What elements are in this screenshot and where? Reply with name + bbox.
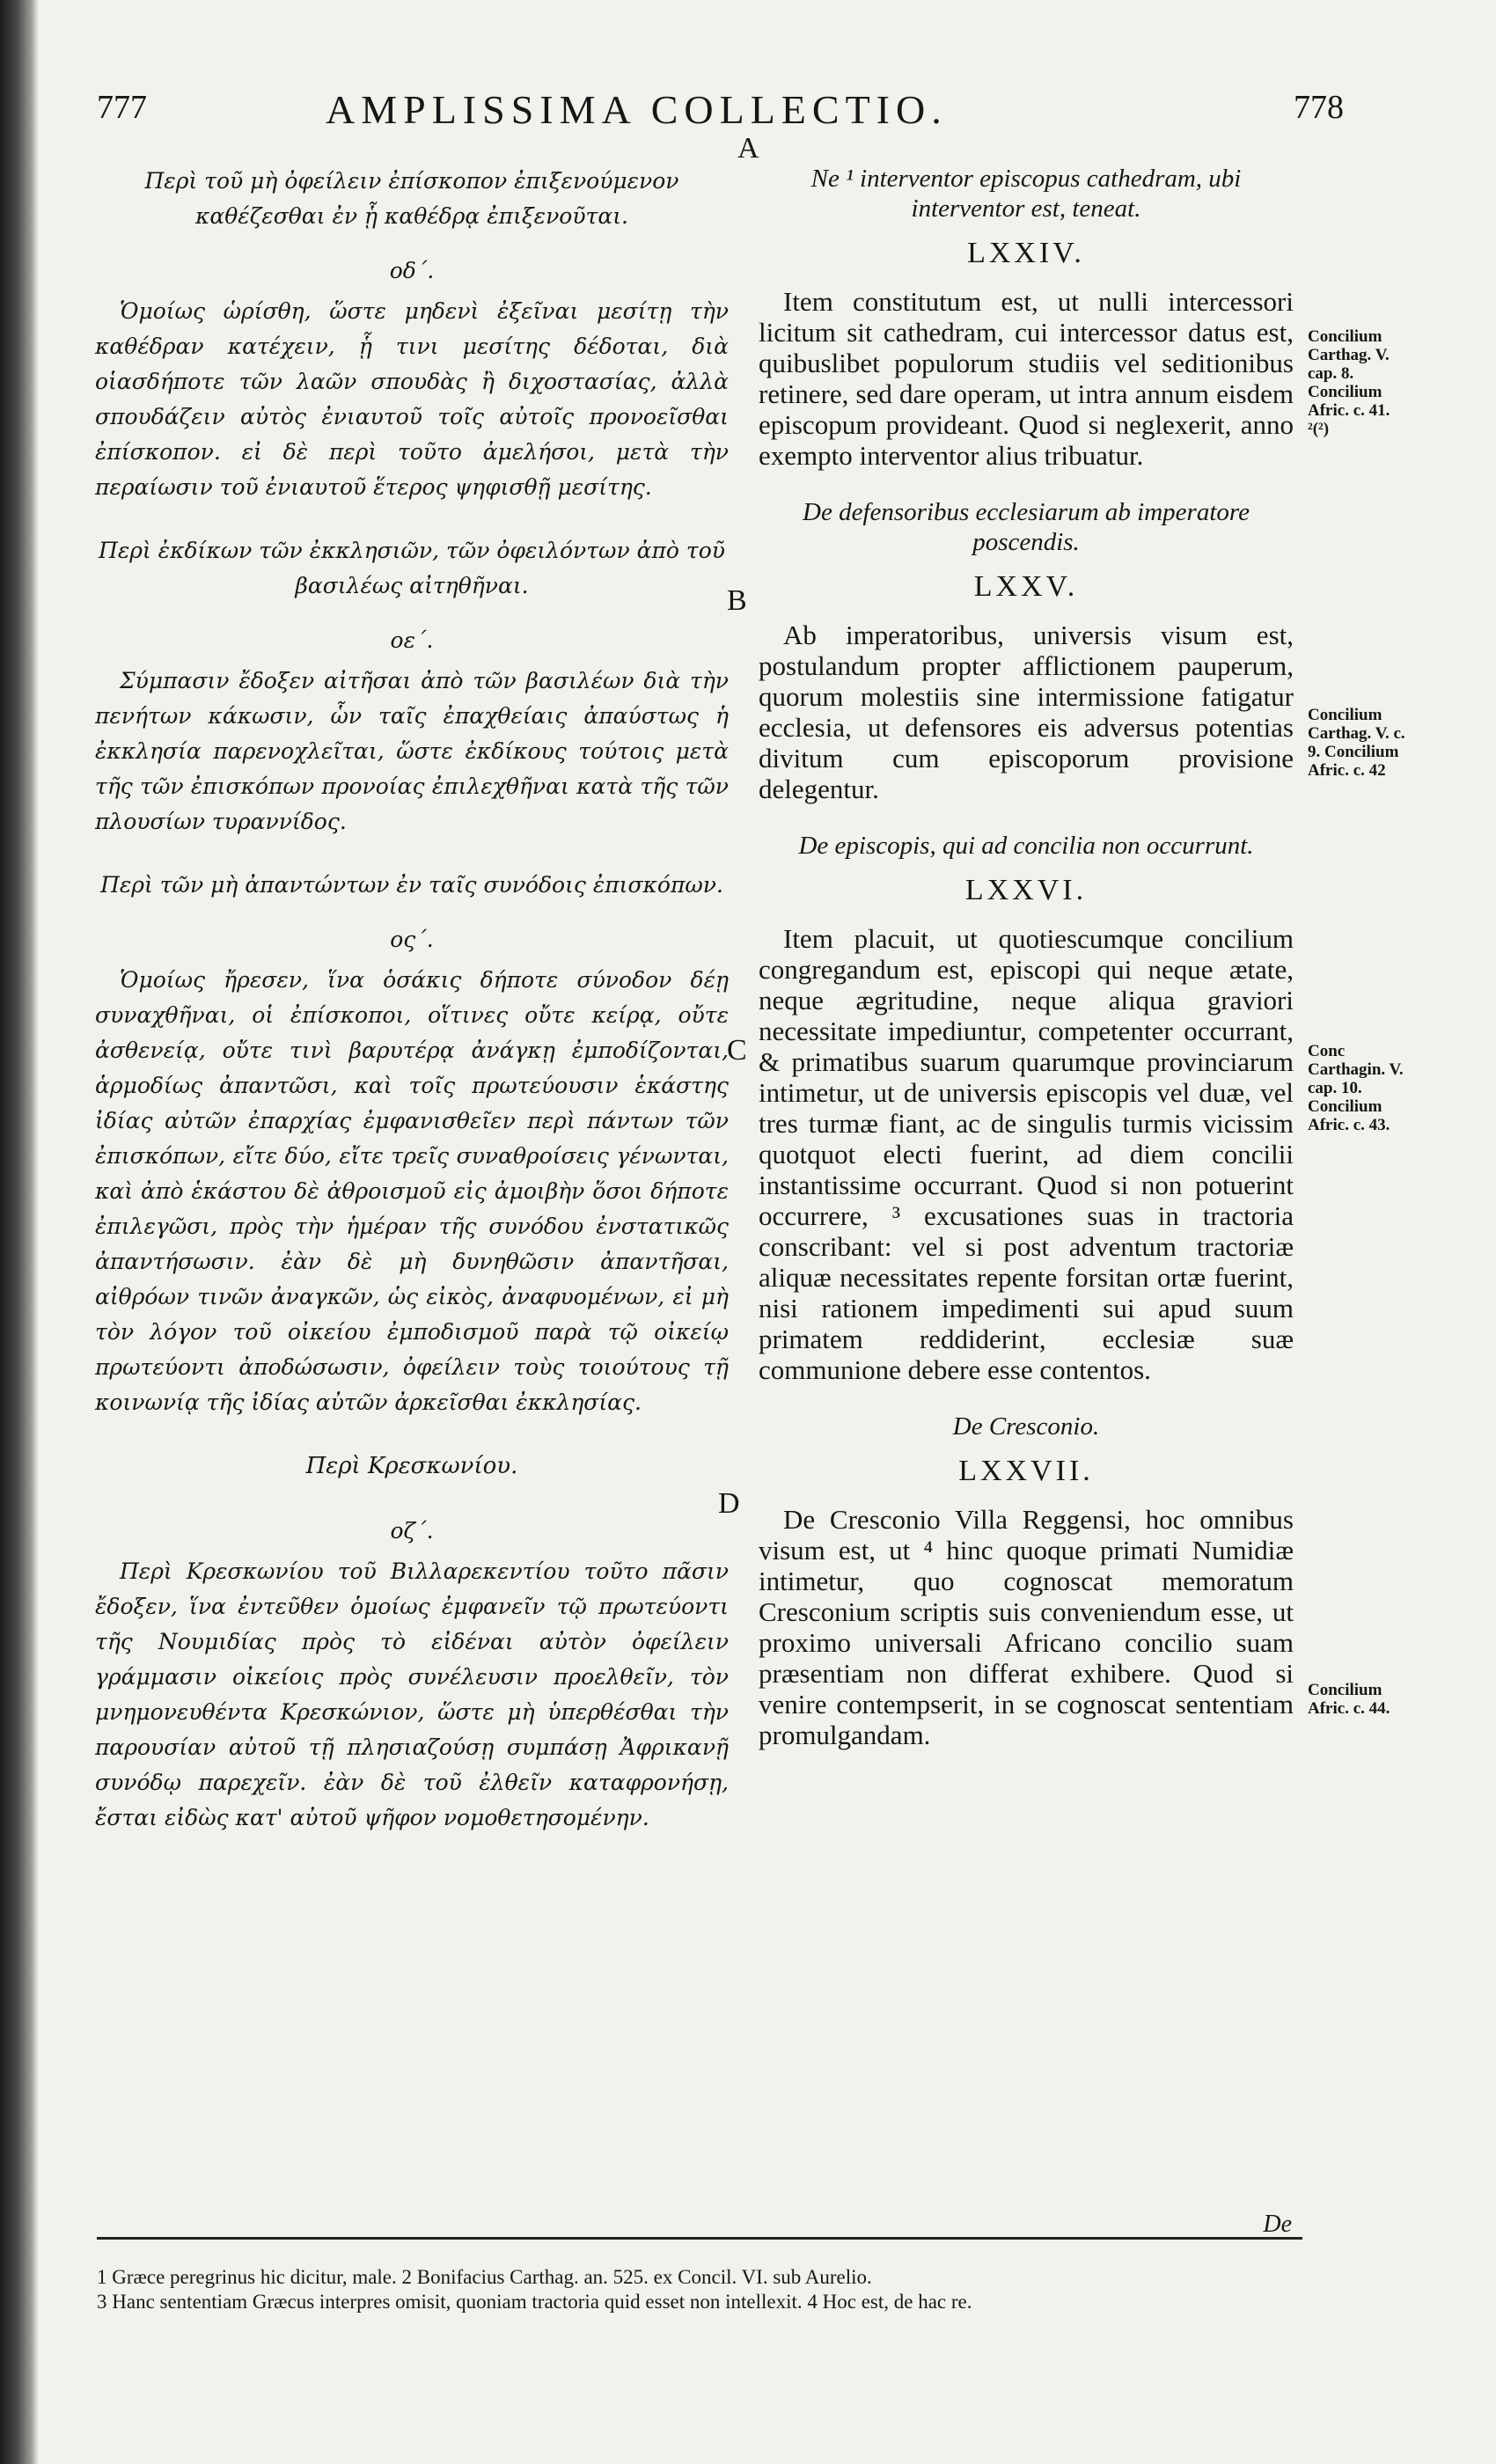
catchword: De	[1263, 2211, 1292, 2238]
greek-canon-number: οδ΄.	[389, 258, 435, 283]
latin-canon-number: LXXVI.	[964, 874, 1088, 906]
greek-column	[95, 164, 729, 1864]
latin-canon-number: LXXV.	[973, 570, 1079, 603]
greek-canon-number: οε΄.	[390, 627, 434, 653]
footnote-line: 3 Hanc sententiam Græcus interpres omisit, quoniam tractoria quid esset non intellexit. 4 Hoc est, de hac re.	[97, 2291, 972, 2313]
running-title: AMPLISSIMA COLLECTIO.	[326, 87, 948, 132]
greek-canon-title: Περὶ τοῦ μὴ ὀφείλειν ἐπίσκοπον ἐπιξενούμενον καθέζεσθαι ἐν ᾗ καθέδρᾳ ἐπιξενοῦται.	[144, 168, 679, 229]
footnotes	[97, 2265, 1311, 2314]
margin-note: Conc Carthagin. V. cap. 10. Concilium Afric. c. 43.	[1308, 1042, 1404, 1134]
latin-canon-text: De Cresconio Villa Reggensi, hoc omnibus visum est, ut ⁴ hinc quoque primati Numidiæ intimetur, quo cognoscat memoratum Cresconium scriptis suis conveniendum esse, ut proximo universali Africano concilio suam præsentiam non differat exhibere. Quod si venire contempserit, in se cognoscat sententiam promulgandam.	[759, 1504, 1294, 1750]
greek-canon-number: ος΄.	[390, 927, 434, 952]
margin-marker-a: A	[737, 132, 759, 165]
latin-canon-title: De episcopis, qui ad concilia non occurrunt.	[798, 832, 1254, 860]
latin-canon-text: Item placuit, ut quotiescumque concilium congregandum est, episcopi qui neque ætate, neque ægritudine, neque aliqua graviori necessitate impediuntur, competenter occurrant, & primatibus suarum quarumque provinciarum intimetur, ut de universis episcopis vel duæ, vel tres turmæ fiant, ac de singulis turmis vicissim quotquot electi fuerint, ad diem concilii instantissime occurrant. Quod si non potuerint occurrere, ³ excusationes suas in tractoria conscribant: vel si post adventum tractoriæ aliquæ necessitates repente forsitan ortæ fuerint, nisi rationem impedimenti sui apud suum primatem reddiderint, ecclesiæ suæ communione debere esse contentos.	[759, 923, 1294, 1385]
margin-note: Concilium Carthag. V. cap. 8. Concilium Afric. c. 41. ²(²)	[1308, 327, 1390, 438]
greek-canon-number: οζ΄.	[390, 1518, 434, 1544]
latin-canon-title: De defensoribus ecclesiarum ab imperatore poscendis.	[803, 498, 1250, 556]
latin-canon-title: De Cresconio.	[952, 1412, 1100, 1441]
greek-canon-text: Περὶ Κρεσκωνίου τοῦ Βιλλαρεκεντίου τοῦτο πᾶσιν ἔδοξεν, ἵνα ἐντεῦθεν ὁμοίως ἐμφανεῖν τῷ πρωτεύοντι τῆς Νουμιδίας πρὸς τὸ εἰδέναι αὐτὸν ὀφείλειν γράμμασιν οἰκείοις πρὸς συνέλευσιν προελθεῖν, τὸν μνημονευθέντα Κρεσκώνιον, ὥστε μὴ ὑπερθέσθαι τὴν παρουσίαν αὐτοῦ τῇ πλησιαζούσῃ συμπάσῃ Ἀφρικανῇ συνόδῳ παρεχεῖν. ἐὰν δὲ τοῦ ἐλθεῖν καταφρονήσῃ, ἔσται εἰδὼς κατ' αὐτοῦ ψῆφον νομοθετησομένην.	[95, 1558, 729, 1830]
footnote-line: 1 Græce peregrinus hic dicitur, male. 2 Bonifacius Carthag. an. 525. ex Concil. VI. sub Aurelio.	[97, 2266, 872, 2288]
latin-canon-text: Item constitutum est, ut nulli intercessori licitum sit cathedram, cui intercessor datus est, quibuslibet populorum studiis vel seditionibus retinere, sed dare operam, ut intra annum eisdem episcopum provideant. Quod si neglexerit, anno exempto interventor alius tribuatur.	[759, 286, 1294, 471]
latin-column	[759, 164, 1294, 1777]
latin-canon-text: Ab imperatoribus, universis visum est, postulandum propter afflictionem pauperum, quorum molestiis sine intermissione fatigatur ecclesia, ut defensores eis adversus potentias divitum cum episcoporum provisione delegentur.	[759, 620, 1294, 804]
margin-marker-c: C	[727, 1034, 747, 1067]
margin-note: Concilium Carthag. V. c. 9. Concilium Afric. c. 42	[1308, 706, 1405, 780]
greek-canon-text: Ὁμοίως ἤρεσεν, ἵνα ὁσάκις δήποτε σύνοδον δέῃ συναχθῆναι, οἱ ἐπίσκοποι, οἵτινες οὔτε κείρᾳ, οὔτε ἀσθενείᾳ, οὔτε τινὶ βαρυτέρᾳ ἀνάγκῃ ἐμποδίζονται, ἁρμοδίως ἀπαντῶσι, καὶ τοῖς πρωτεύουσιν ἑκάστης ἰδίας αὐτῶν ἐπαρχίας ἐμφανισθεῖεν περὶ πάντων τῶν ἐπισκόπων, εἴτε δύο, εἴτε τρεῖς συναθροίσεις γένωνται, καὶ ἀπὸ ἑκάστου δὲ ἀθροισμοῦ εἰς ἀμοιβὴν ὅσοι δήποτε ἐπιλεγῶσι, πρὸς τὴν ἡμέραν τῆς συνόδου ἐνστατικῶς ἀπαντήσωσιν. ἐὰν δὲ μὴ δυνηθῶσιν ἀπαντῆσαι, αἰθρόων τινῶν ἀναγκῶν, ὡς εἰκὸς, ἀναφυομένων, εἰ μὴ τὸν λόγον τοῦ οἰκείου ἐμποδισμοῦ παρὰ τῷ οἰκείῳ πρωτεύοντι ἀποδώσωσιν, ὀφείλειν τοὺς τοιούτους τῇ κοινωνίᾳ τῆς ἰδίας αὐτῶν ἀρκεῖσθαι ἐκκλησίας.	[95, 967, 729, 1415]
greek-canon-title: Περὶ Κρεσκωνίου.	[305, 1453, 518, 1479]
page-number-left: 777	[97, 89, 147, 126]
margin-marker-d: D	[718, 1487, 740, 1520]
greek-canon-text: Σύμπασιν ἔδοξεν αἰτῆσαι ἀπὸ τῶν βασιλέων διὰ τὴν πενήτων κάκωσιν, ὧν ταῖς ἐπαχθείαις ἀπαύστως ἡ ἐκκλησία παρενοχλεῖται, ὥστε ἐκδίκους τούτοις μετὰ τῆς τῶν ἐπισκόπων προνοίας ἐπιλεχθῆναι κατὰ τῆς τῶν πλουσίων τυραννίδος.	[95, 668, 729, 834]
greek-canon-title: Περὶ τῶν μὴ ἀπαντώντων ἐν ταῖς συνόδοις ἐπισκόπων.	[100, 872, 723, 898]
greek-canon-text: Ὁμοίως ὡρίσθη, ὥστε μηδενὶ ἐξεῖναι μεσίτῃ τὴν καθέδραν κατέχειν, ᾗ τινι μεσίτης δέδοται, διὰ οἱασδήποτε τῶν λαῶν σπουδὰς ἢ διχοστασίας, ἀλλὰ σπουδάζειν αὐτὸς ἐνιαυτοῦ τοῖς αὐτοῖς προνοεῖσθαι ἐπίσκοπον. εἰ δὲ περὶ τοῦτο ἀμελήσοι, μετὰ τὴν περαίωσιν τοῦ ἐνιαυτοῦ ἕτερος ψηφισθῇ μεσίτης.	[95, 298, 729, 500]
latin-canon-title: Ne ¹ interventor episcopus cathedram, ubi interventor est, teneat.	[810, 165, 1242, 223]
margin-note: Concilium Afric. c. 44.	[1308, 1681, 1390, 1718]
page-number-right: 778	[1294, 89, 1344, 126]
footnote-rule	[97, 2237, 1302, 2240]
latin-canon-number: LXXVII.	[958, 1455, 1094, 1487]
latin-canon-number: LXXIV.	[967, 237, 1085, 269]
greek-canon-title: Περὶ ἐκδίκων τῶν ἐκκλησιῶν, τῶν ὀφειλόντων ἀπὸ τοῦ βασιλέως αἰτηθῆναι.	[99, 538, 725, 598]
margin-marker-b: B	[727, 584, 747, 617]
